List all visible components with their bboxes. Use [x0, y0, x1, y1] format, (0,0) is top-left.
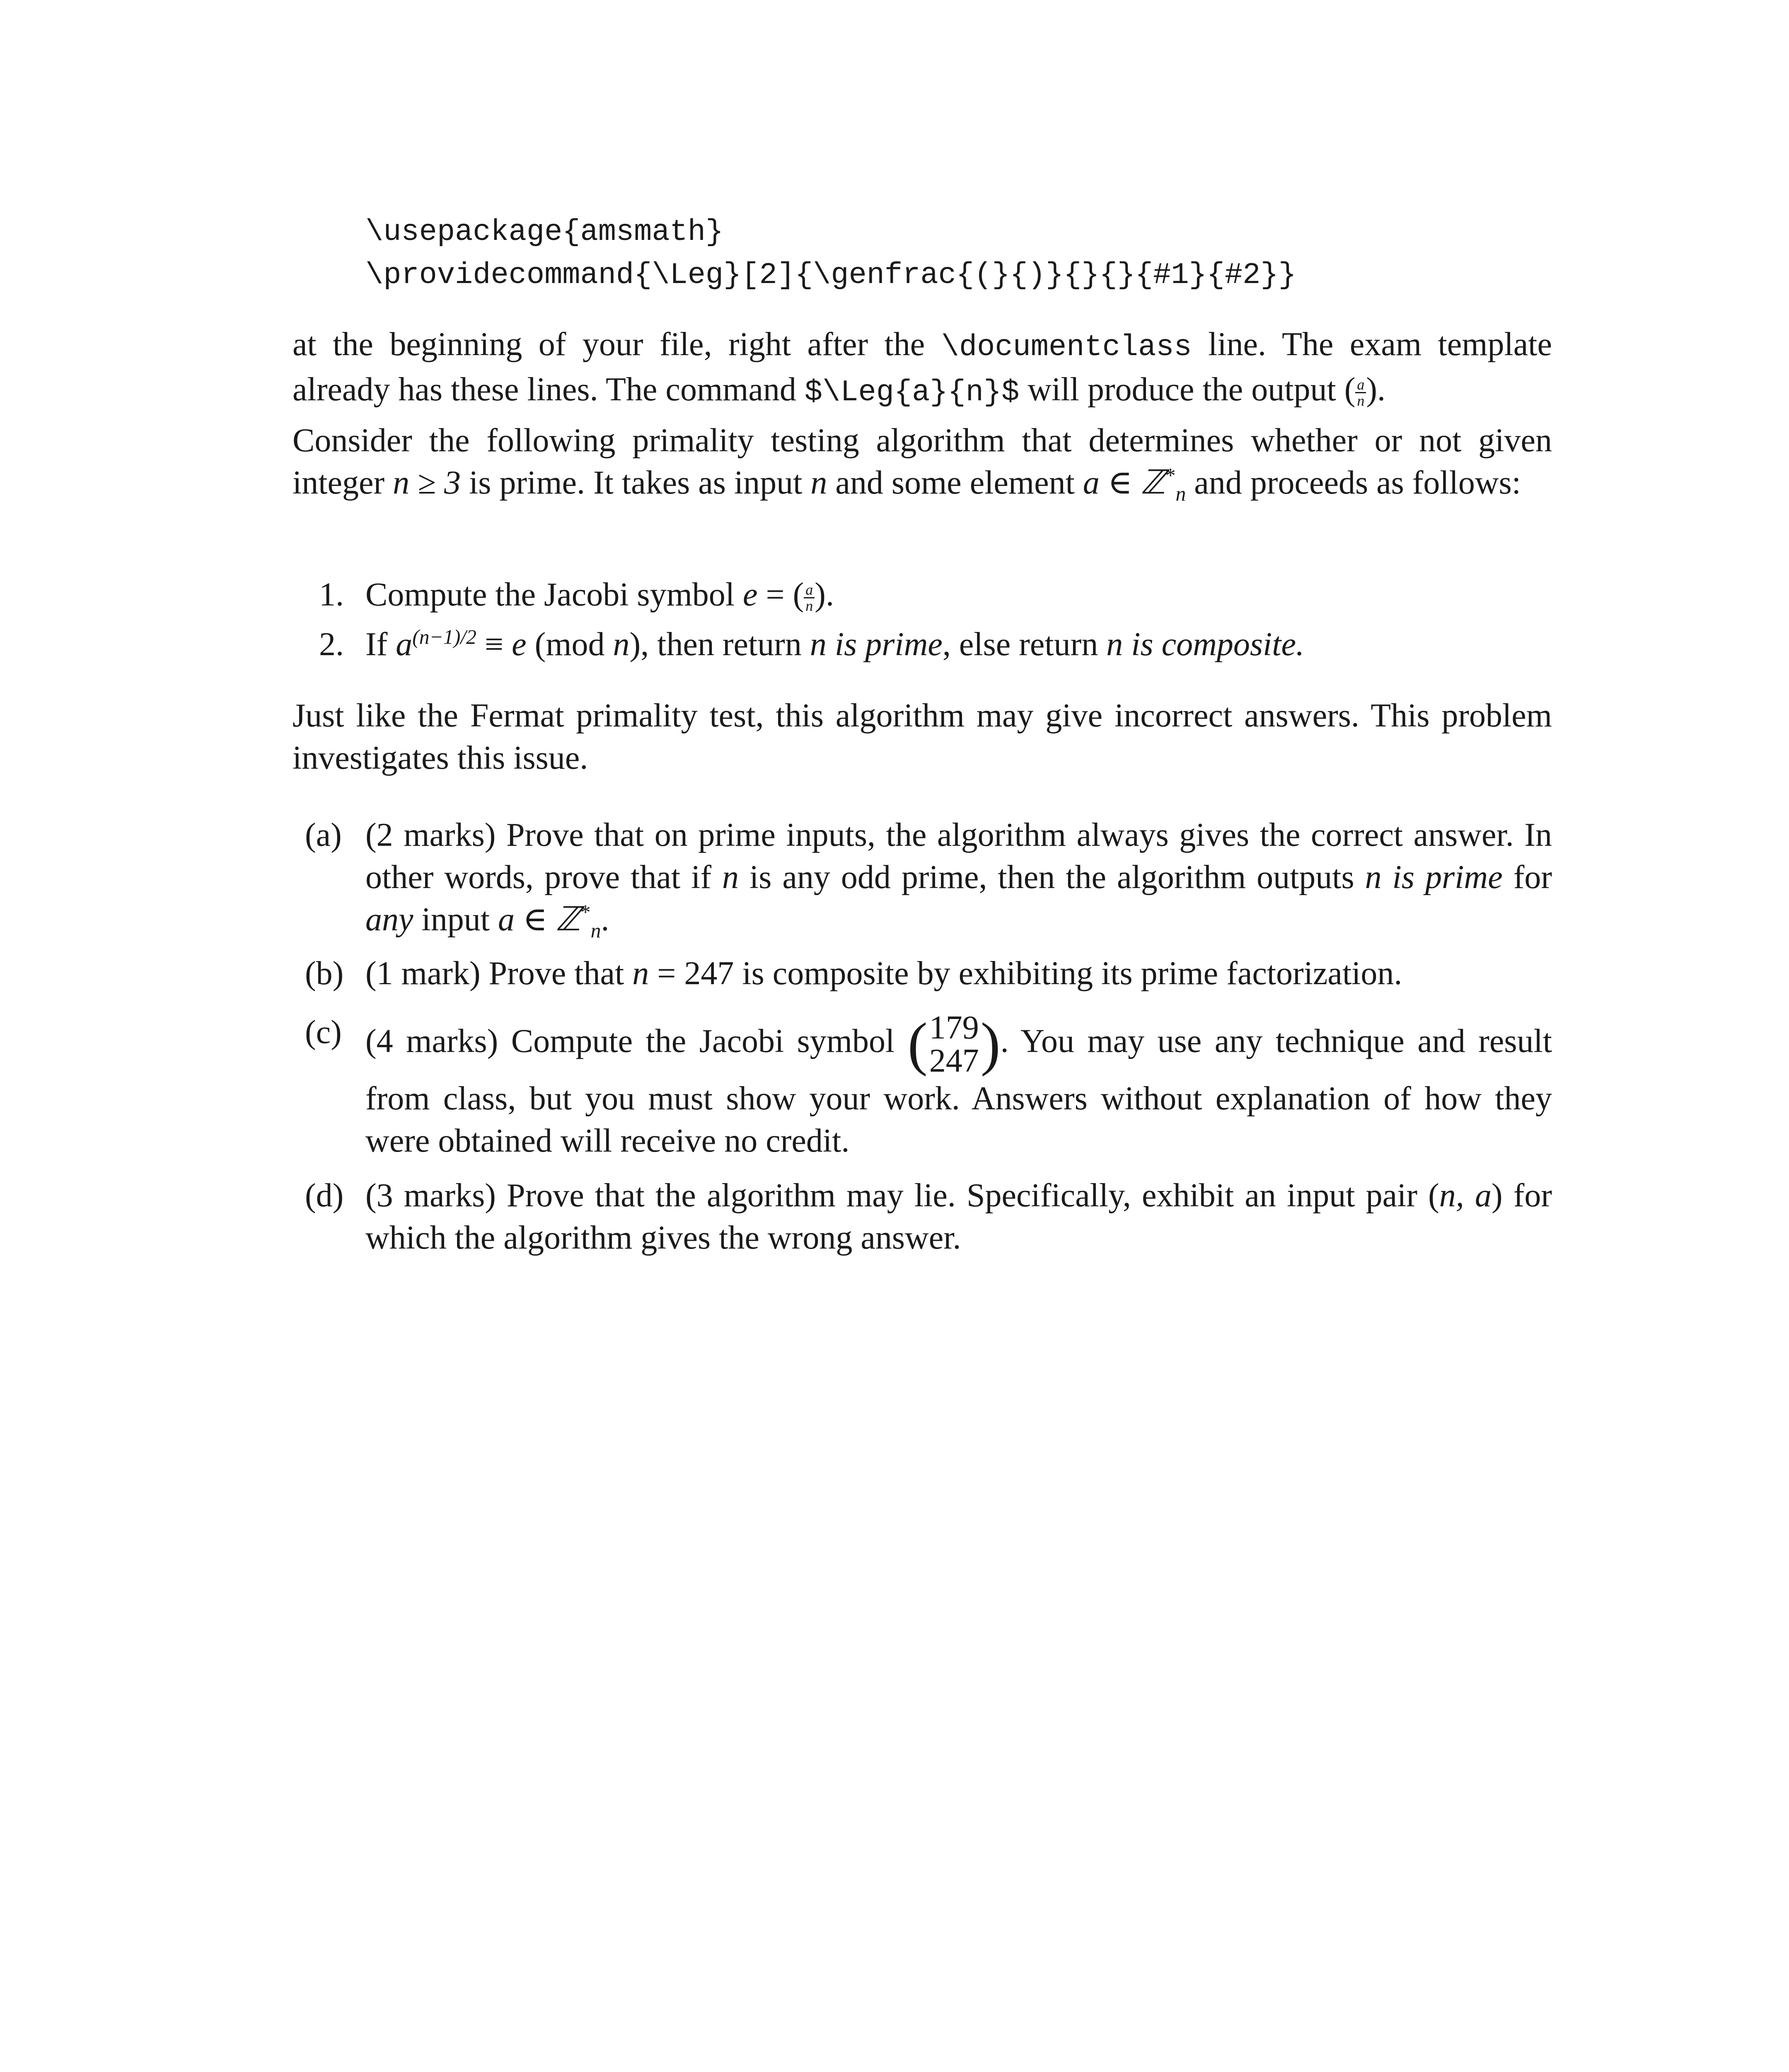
algorithm-steps: [293, 574, 1552, 666]
jacobi-symbol-179-247: 179 247: [929, 1009, 979, 1079]
inline-code-leg-command: $\Leg{a}{n}$: [804, 375, 1020, 409]
list-item: 1. Compute the Jacobi symbol e = ( $\frac{a}{n}$ ).: [319, 576, 834, 615]
paragraph-preamble-instructions: at the beginning of your file, right after the \documentclass line. The exam template already has these lines. The command $\Leg{a}{n}$ will produce the output ( $\frac{a}{n}$ ).: [293, 326, 1552, 409]
list-item: (a) (2 marks) Prove that on prime inputs, the algorithm always gives the correct answer. In other words, prove that if n is any odd prime, then the algorithm outputs n is prime for any input a ∈ ℤ*$_n$.: [305, 817, 1552, 942]
legendre-symbol-output: $\frac{a}{n}$: [1355, 377, 1366, 408]
paragraph-algorithm-intro: Consider the following primality testing algorithm that determines whether or not given integer n ≥ 3 is prime. It takes as input n and some element a ∈ ℤ*$_n$ and proceeds as follows:: [293, 422, 1552, 505]
list-item: (b) (1 mark) Prove that n = 247 is composite by exhibiting its prime factorization.: [305, 955, 1402, 992]
code-line-2: \providecommand{\Leg}[2]{\genfrac{(}{)}{}{}{#1}{#2}}: [365, 258, 1296, 292]
code-line-1: \usepackage{amsmath}: [365, 215, 724, 249]
jacobi-symbol: $\frac{a}{n}$: [804, 582, 815, 613]
list-item: 2. If $a^{(n-1)/2} \equiv e$ (mod n), then return n is prime, else return n is composite.: [319, 625, 1304, 663]
problem-parts: [293, 814, 1552, 1259]
inline-code-documentclass: \documentclass: [941, 330, 1192, 364]
list-item: (d) (3 marks) Prove that the algorithm may lie. Specifically, exhibit an input pair (n, a) for which the algorithm gives the wrong answer.: [305, 1177, 1552, 1256]
list-item: (c) (4 marks) Compute the Jacobi symbol ( 179 247 ). You may use any technique and result from class, but you must show your work. Answers without explanation of how they were obtained will receive no credit.: [305, 1009, 1552, 1159]
latex-preamble-code: [365, 211, 1296, 297]
paragraph-issue-statement: Just like the Fermat primality test, this algorithm may give incorrect answers. This problem investigates this issue.: [293, 697, 1552, 776]
